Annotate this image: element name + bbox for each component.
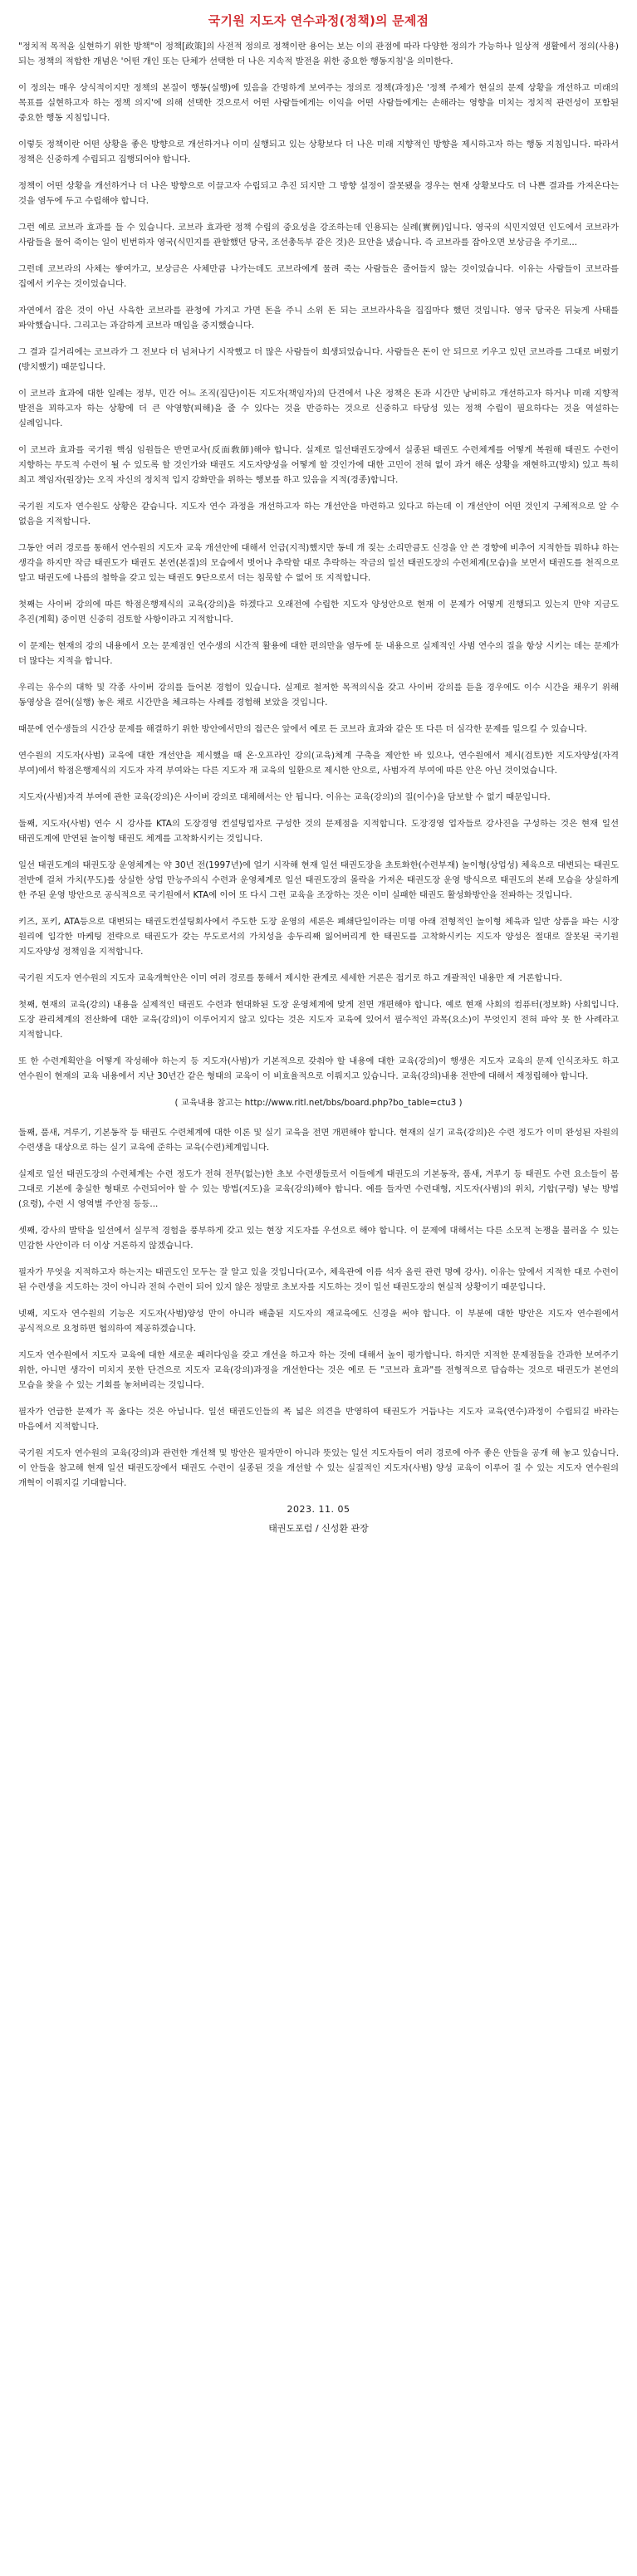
paragraph: 그런 예로 코브라 효과를 들 수 있습니다. 코브라 효과란 정책 수립의 중요성을 강조하는데 인용되는 실례(實例)입니다. 영국의 식민지였던 인도에서 코브라가 사람들을 물어 죽이는 일이 빈번하자 영국(식민지를 관할했던 당국, 조선총독부 같은 것)은 묘안을 냈습니다. 즉 코브라를 잡아오면 보상금을 주기로...	[18, 223, 619, 247]
paragraph: 필자가 무엇을 지적하고자 하는지는 태권도인 모두는 잘 알고 있을 것입니다(교수, 체육관에 이름 석자 올린 관련 명예 강사). 이유는 앞에서 지적한 대로 수련이 된 수련생을 지도하는 것이 아니라 전혀 수련이 되어 있지 않은 정말로 초보자를 지도하는 것이 일선 태권도장의 현실적 상황이기 때문입니다.	[18, 1267, 619, 1292]
paragraph: 그런데 코브라의 사체는 쌓여가고, 보상금은 사체만큼 나가는데도 코브라에게 물려 죽는 사람들은 줄어들지 않는 것이었습니다. 이유는 사람들이 코브라를 집에서 키우는 것이었습니다.	[18, 264, 619, 289]
author-signature: 태권도포럼 / 신성환 관장	[268, 1523, 369, 1534]
paragraph: 때문에 연수생들의 시간상 문제를 해결하기 위한 방안에서만의 접근은 앞에서 예로 든 코브라 효과와 같은 또 다른 더 심각한 문제를 일으킬 수 있습니다.	[18, 724, 587, 734]
paragraph: 국기원 지도자 연수원도 상황은 같습니다. 지도자 연수 과정을 개선하고자 하는 개선안을 마련하고 있다고 하는데 이 개선안이 어떤 것인지 구체적으로 알 수 없음을 지적합니다.	[18, 502, 619, 526]
paragraph: 지도자(사범)자격 부여에 관한 교육(강의)은 사이버 강의로 대체해서는 안 됩니다. 이유는 교육(강의)의 질(이수)을 담보할 수 없기 때문입니다.	[18, 792, 551, 802]
article-title: 국기원 지도자 연수과정(정책)의 문제점	[208, 13, 429, 28]
paragraph: 둘째, 지도자(사범) 연수 시 강사를 KTA의 도장경영 컨설팅업자로 구성한 것의 문제점을 지적합니다. 도장경영 업자들로 강사진을 구성하는 것은 현재 일선 태권도계에 만연된 놀이형 태권도 체계를 고착화시키는 것입니다.	[18, 819, 619, 844]
paragraph: 이렇듯 정책이란 어떤 상황을 좋은 방향으로 개선하거나 이미 실행되고 있는 상황보다 더 나은 미래 지향적인 방향을 제시하고자 하는 행동 지침입니다. 따라서 정책은 신중하게 수립되고 집행되어야 합니다.	[18, 140, 619, 164]
paragraph: 국기원 지도자 연수원의 교육(강의)과 관련한 개선책 및 방안은 필자만이 아니라 뜻있는 일선 지도자들이 여러 경로에 아주 좋은 안들을 공개 해 놓고 있습니다. 이 안들을 참고해 현재 일선 태권도장에서 태권도 수련이 실종된 것을 개선할 수 있는 실질적인 지도자(사범) 양성 교육이 이루어 질 수 있는 지도자 연수원의 개혁이 이뤄지길 기대합니다.	[18, 1448, 619, 1488]
paragraph: 일선 태권도계의 태권도장 운영체계는 약 30년 전(1997년)에 얼기 시작해 현재 일선 태권도장을 초토화한(수련부재) 놀이형(상업성) 체육으로 대변되는 태권도 전반에 걸쳐 가치(무도)를 상실한 상업 만능주의식 수련과 운영체계로 일선 태권도장의 몰락을 가져온 태권도장 운영 방식으로 태권도의 본래 모습을 상실하게 한 주된 운영 방안으로 공식적으로 국기원에서 KTA에 이어 또 다시 그런 교육을 조장하는 것은 이미 실패한 태권도 활성화방안을 전파하는 것입니다.	[18, 860, 619, 900]
paragraph: 이 코브라 효과에 대한 일례는 정부, 민간 어느 조직(집단)이든 지도자(책임자)의 단견에서 나온 정책은 돈과 시간만 낭비하고 개선하고자 하거나 미래 지향적 발전을 꾀하고자 하는 상황에 더 큰 악영향(피해)을 줄 수 있다는 것을 반증하는 것으로 신중하고 타당성 있는 정책 수립이 필요하다는 것을 역설하는 실례입니다.	[18, 389, 619, 429]
paragraph: 넷째, 지도자 연수원의 기능은 지도자(사범)양성 만이 아니라 배출된 지도자의 재교육에도 신경을 써야 합니다. 이 부분에 대한 방안은 지도자 연수원에서 공식적으로 요청하면 협의하여 제공하겠습니다.	[18, 1309, 619, 1334]
paragraph: 자연에서 잡은 것이 아닌 사육한 코브라를 관청에 가지고 가면 돈을 주니 소위 돈 되는 코브라사육을 집집마다 했던 것입니다. 영국 당국은 뒤늦게 사태를 파악했습니다. 그리고는 과감하게 코브라 매입을 중지했습니다.	[18, 306, 619, 331]
paragraph: 우리는 유수의 대학 및 각종 사이버 강의를 들어본 경험이 있습니다. 실제로 철저한 목적의식을 갖고 사이버 강의를 듣을 경우에도 이수 시간을 채우기 위해 동영상을 걸어(실행) 놓은 채로 시간만을 체크하는 사례를 경험해 보았을 것입니다.	[18, 683, 619, 708]
paragraph: 그 결과 길거리에는 코브라가 그 전보다 더 넘쳐나기 시작했고 더 많은 사람들이 희생되었습니다. 사람들은 돈이 안 되므로 키우고 있던 코브라를 그대로 버렸기(방치했기) 때문입니다.	[18, 347, 619, 372]
paragraph: 이 코브라 효과를 국기원 핵심 임원들은 반면교사(反面敎師)해야 합니다. 실제로 일선태권도장에서 실종된 태권도 수련체계를 어떻게 복원해 태권도 수련이 지향하는 무도적 수련이 될 수 있도록 할 것인가와 태권도 지도자양성을 어떻게 할 것인가에 대한 고민이 전혀 없이 과거 해온 상황을 재현하고(방치) 있고 특히 최고 책임자(원장)는 오직 자신의 정치적 입지 강화만을 위하는 행보를 하고 있음을 지적(경종)합니다.	[18, 445, 619, 485]
paragraph: 정책이 어떤 상황을 개선하거나 더 나은 방향으로 이끌고자 수립되고 추진 되지만 그 방향 설정이 잘못됐을 경우는 현재 상황보다도 더 나쁜 결과를 가져온다는 것을 염두에 두고 수립해야 합니다.	[18, 181, 619, 206]
paragraph: 실제로 일선 태권도장의 수련체계는 수련 정도가 전혀 전무(없는)한 초보 수련생들로서 이들에게 태권도의 기본동작, 품새, 겨루기 등 태권도 수련 요소들이 몸 그대로 기본에 충실한 형태로 수련되어야 할 수 있는 방법(지도)을 교육(강의)해야 합니다. 예를 들자면 수련대형, 지도자(사범)의 위치, 기합(구령) 넣는 방법(요령), 수련 시 영역별 주안점 등등...	[18, 1169, 619, 1209]
paragraph: 이 문제는 현재의 강의 내용에서 오는 문제점인 연수생의 시간적 활용에 대한 편의만을 염두에 둔 내용으로 실제적인 사범 연수의 질을 항상 시키는 데는 문제가 더 많다는 지적을 합니다.	[18, 641, 619, 666]
paragraph: 둘째, 품새, 겨루기, 기본동작 등 태권도 수련체계에 대한 이론 및 실기 교육을 전면 개편해야 합니다. 현재의 실기 교육(강의)은 수련 정도가 이미 완성된 자원의 수련생을 대상으로 하는 실기 교육에 준하는 교육(수련)체계입니다.	[18, 1128, 619, 1153]
paragraph: 또 한 수련계획안을 어떻게 작성해야 하는지 등 지도자(사범)가 기본적으로 갖춰야 할 내용에 대한 교육(강의)이 행생은 지도자 교육의 문제 인식조차도 하고 연수원이 현재의 교육 내용에서 지난 30년간 같은 형태의 교육이 이 비효율적으로 이뤄지고 있습니다. 교육(강의)내용 전반에 대해서 재정립해야 합니다.	[18, 1056, 619, 1081]
paragraph: 국기원 지도자 연수원의 지도자 교육개혁안은 이미 여러 경로를 통해서 제시한 관계로 세세한 거론은 접기로 하고 개괄적인 내용만 재 거론합니다.	[18, 973, 562, 983]
paragraph: 필자가 언급한 문제가 꼭 옳다는 것은 아닙니다. 일선 태권도인들의 폭 넓은 의견을 반영하여 태권도가 거듭나는 지도자 교육(연수)과정이 수립되길 바라는 마음에서 지적합니다.	[18, 1407, 619, 1432]
paragraph: 그동안 여러 경로를 통해서 연수원의 지도자 교육 개선안에 대해서 언급(지적)했지만 동네 개 짖는 소리만큼도 신경을 안 쓴 경향에 비추어 지적한들 뭐하냐 하는 생각을 하지만 작금 태권도가 태권도 본연(본질)의 모습에서 벗어나 추락할 대로 추락하는 작금의 일선 태권도장의 수련체계(모습)을 보면서 태권도를 천직으로 알고 태권도에 나름의 철학을 갖고 있는 태권도 9단으로서 더는 침묵할 수 없어 또 지적합니다.	[18, 543, 619, 583]
paragraph: 키즈, 포키, ATA등으로 대변되는 태권도컨설팅회사에서 주도한 도장 운영의 세론은 폐쇄단일이라는 미명 아래 전형적인 놀이형 체육과 일반 상품을 파는 시장 원리에 입각한 마케팅 전략으로 태권도가 갖는 무도로서의 가치성을 송두리째 잃어버리게 한 태권도를 고착화시키는 지도자 양성은 절대로 잘못된 국기원 지도자양성 정책임을 지적합니다.	[18, 917, 619, 957]
article-body	[18, 39, 619, 1491]
paragraph: "정치적 목적을 실현하기 위한 방책"이 정책[政策]의 사전적 정의로 정책이란 용어는 보는 이의 관점에 따라 다양한 정의가 가능하나 일상적 생활에서 정의(사용)되는 정책의 적합한 개념은 '어떤 개인 또는 단체가 선택한 더 나은 지속적 발전을 위한 중요한 행동지침'을 의미한다.	[18, 42, 619, 66]
publish-date: 2023. 11. 05	[287, 1504, 350, 1515]
paragraph: 첫째는 사이버 강의에 따른 학점은행제식의 교육(강의)을 하겠다고 오래전에 수립한 지도자 양성안으로 현재 이 문제가 어떻게 진행되고 있는지 만약 지금도 추진(계획) 중이면 신중히 검토할 사항이라고 지적합니다.	[18, 600, 619, 624]
paragraph: 지도자 연수원에서 지도자 교육에 대한 새로운 패러다임을 갖고 개선을 하고자 하는 것에 대해서 높이 평가합니다. 하지만 지적한 문제점들을 간과한 보여주기 위한, 아니면 생각이 미치지 못한 단견으로 지도자 교육(강의)과정을 개선한다는 것은 예로 든 "코브라 효과"를 전형적으로 답습하는 것으로 태권도가 본연의 모습을 찾을 수 있는 기회를 놓쳐버리는 것입니다.	[18, 1350, 619, 1390]
paragraph: 첫째, 현재의 교육(강의) 내용을 실제적인 태권도 수련과 현대화된 도장 운영체계에 맞게 전면 개편해야 합니다. 예로 현재 사회의 컴퓨터(정보화) 사회입니다. 도장 관리체계의 전산화에 대한 교육(강의)이 이루어지지 않고 있다는 것은 지도자 교육에 있어서 필수적인 과목(요소)이 무엇인지 전혀 파악 못 한 사례라고 지적합니다.	[18, 1000, 619, 1040]
paragraph: 셋째, 강사의 발탁을 일선에서 실무적 경험을 풍부하게 갖고 있는 현장 지도자를 우선으로 해야 합니다. 이 문제에 대해서는 다른 소모적 논쟁을 불러올 수 있는 민감한 사안이라 더 이상 거론하지 않겠습니다.	[18, 1226, 619, 1251]
paragraph: 이 정의는 매우 상식적이지만 정책의 본질이 행동(실행)에 있음을 간명하게 보여주는 정의로 정책(과정)은 '정책 주체가 현실의 문제 상황을 개선하고 미래의 목표를 실현하고자 하는 정책 의지'에 의해 선택한 것으로서 어떤 사람들에게는 이익을 어떤 사람들에게는 손해라는 영향을 미치는 정치적 관련성이 포함된 중요한 행동 지침입니다.	[18, 83, 619, 123]
paragraph: 연수원의 지도자(사범) 교육에 대한 개선안을 제시했을 때 온·오프라인 강의(교육)체계 구축을 제안한 바 있으나, 연수원에서 제시(검토)한 지도자양성(자격 부여)에서 학점은행제식의 지도자 자격 부여와는 다른 지도자 재 교육의 일환으로 제시한 안으로, 사범자격 부여에 따른 안은 아닌 것이었습니다.	[18, 751, 619, 776]
reference-link-note: ( 교육내용 참고는 http://www.ritl.net/bbs/board.php?bo_table=ctu3 )	[174, 1098, 463, 1108]
